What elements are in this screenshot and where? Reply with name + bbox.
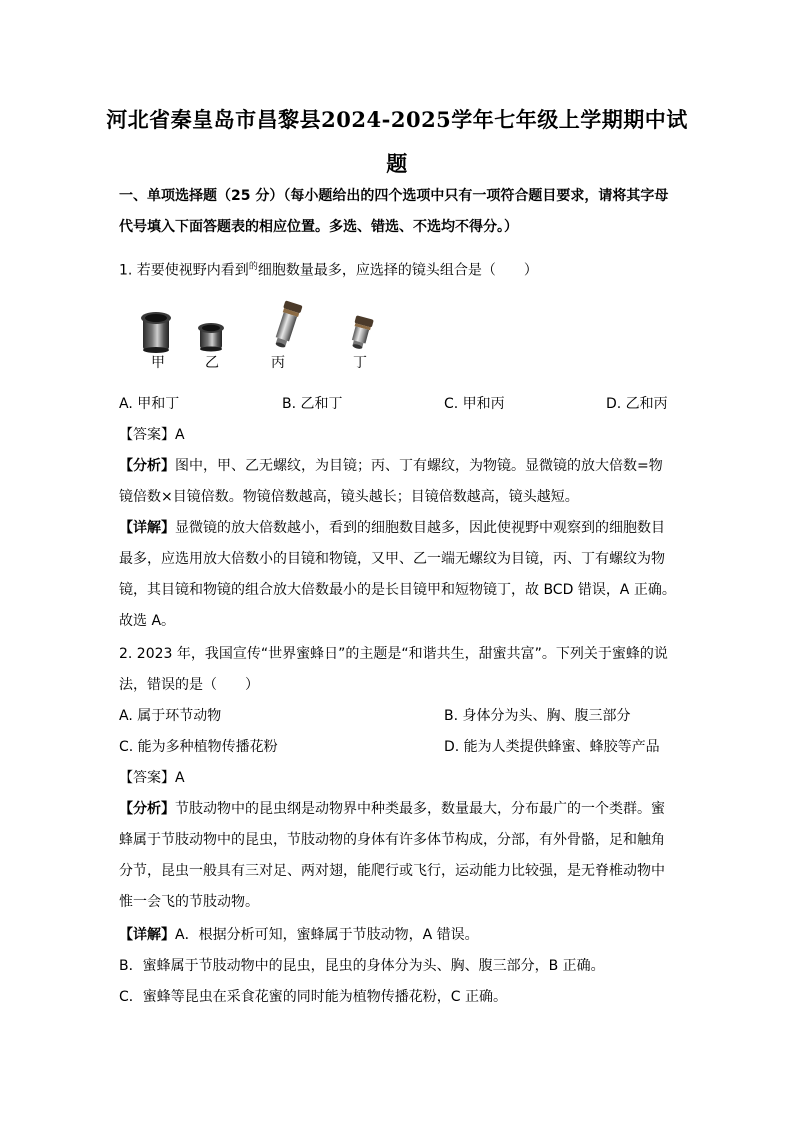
lens-label-jia: 甲: [151, 355, 165, 371]
q2-option-b: B. 身体分为头、胸、腹三部分: [444, 708, 631, 724]
q1-option-c: C. 甲和丙: [444, 396, 505, 412]
q1-analysis-text-1: 图中，甲、乙无螺纹，为目镜；丙、丁有螺纹，为物镜。显微镜的放大倍数=物: [175, 458, 663, 474]
q2-stem-line-2: 法，错误的是（ ）: [119, 677, 259, 693]
q2-analysis-label: 【分析】: [119, 801, 175, 817]
q1-detail-line-4: 故选 A。: [119, 613, 176, 629]
q1-answer: 【答案】A: [119, 427, 185, 443]
q1-analysis-line-2: 镜倍数×目镜倍数。物镜倍数越高，镜头越长；目镜倍数越高，镜头越短。: [119, 489, 579, 505]
lens-label-ding: 丁: [353, 355, 367, 371]
q1-option-b: B. 乙和丁: [282, 396, 343, 412]
q1-stem-before: 1. 若要使视野内看到: [119, 262, 249, 279]
q2-analysis-line-1: [119, 799, 665, 819]
q1-analysis-label: 【分析】: [119, 458, 175, 474]
q1-stem: [119, 257, 538, 281]
eyepiece-jia-image: [138, 308, 174, 354]
lens-label-bing: 丙: [271, 355, 285, 371]
q1-stem-superscript: 的: [248, 262, 258, 272]
q2-detail-line-1: [119, 925, 479, 945]
q2-stem-line-1: 2. 2023 年，我国宣传“世界蜜蜂日”的主题是“和谐共生，甜蜜共富”。下列关于蜜蜂的说: [119, 646, 668, 662]
q2-detail-line-3: C．蜜蜂等昆虫在采食花蜜的同时能为植物传播花粉，C 正确。: [119, 989, 507, 1005]
q2-analysis-line-4: 惟一会飞的节肢动物。: [119, 894, 259, 910]
q1-stem-after: 细胞数量最多，应选择的镜头组合是（ ）: [257, 262, 538, 279]
q2-detail-label: 【详解】: [119, 927, 175, 943]
objective-bing-image: [266, 300, 308, 350]
q2-analysis-text-1: 节肢动物中的昆虫纲是动物界中种类最多，数量最大，分布最广的一个类群。蜜: [175, 801, 665, 817]
section-heading-line-2: 代号填入下面答题表的相应位置。多选、错选、不选均不得分。）: [119, 219, 518, 235]
q1-detail-text-1: 显微镜的放大倍数越小，看到的细胞数目越多，因此使视野中观察到的细胞数目: [175, 520, 665, 536]
q2-option-a: A. 属于环节动物: [119, 708, 222, 724]
q1-analysis-line-1: [119, 456, 663, 476]
lens-label-yi: 乙: [205, 355, 219, 371]
q1-detail-label: 【详解】: [119, 520, 175, 536]
section-heading-line-1: 一、单项选择题（25 分）（每小题给出的四个选项中只有一项符合题目要求，请将其字母: [119, 188, 669, 204]
q2-answer: 【答案】A: [119, 770, 185, 786]
q1-detail-line-3: 镜，其目镜和物镜的组合放大倍数最小的是长目镜甲和短物镜丁，故 BCD 错误，A 正确。: [119, 582, 676, 598]
q1-detail-line-2: 最多，应选用放大倍数小的目镜和物镜，又甲、乙一端无螺纹为目镜，丙、丁有螺纹为物: [119, 551, 665, 567]
page-title-line-1: 河北省秦皇岛市昌黎县2024-2025学年七年级上学期期中试: [106, 107, 688, 132]
q1-detail-line-1: [119, 518, 665, 538]
q1-option-a: A. 甲和丁: [119, 396, 180, 412]
q2-detail-text-1: A．根据分析可知，蜜蜂属于节肢动物，A 错误。: [175, 927, 479, 943]
objective-ding-image: [343, 314, 379, 352]
q2-option-d: D. 能为人类提供蜂蜜、蜂胶等产品: [444, 739, 660, 755]
q2-analysis-line-2: 蜂属于节肢动物中的昆虫，节肢动物的身体有许多体节构成，分部，有外骨骼，足和触角: [119, 832, 665, 848]
q2-analysis-line-3: 分节，昆虫一般具有三对足、两对翅，能爬行或飞行，运动能力比较强，是无脊椎动物中: [119, 863, 665, 879]
page-title-line-2: 题: [386, 151, 408, 176]
eyepiece-yi-image: [196, 320, 226, 354]
q1-option-d: D. 乙和丙: [606, 396, 668, 412]
q2-option-c: C. 能为多种植物传播花粉: [119, 739, 278, 755]
q2-detail-line-2: B．蜜蜂属于节肢动物中的昆虫，昆虫的身体分为头、胸、腹三部分，B 正确。: [119, 958, 605, 974]
